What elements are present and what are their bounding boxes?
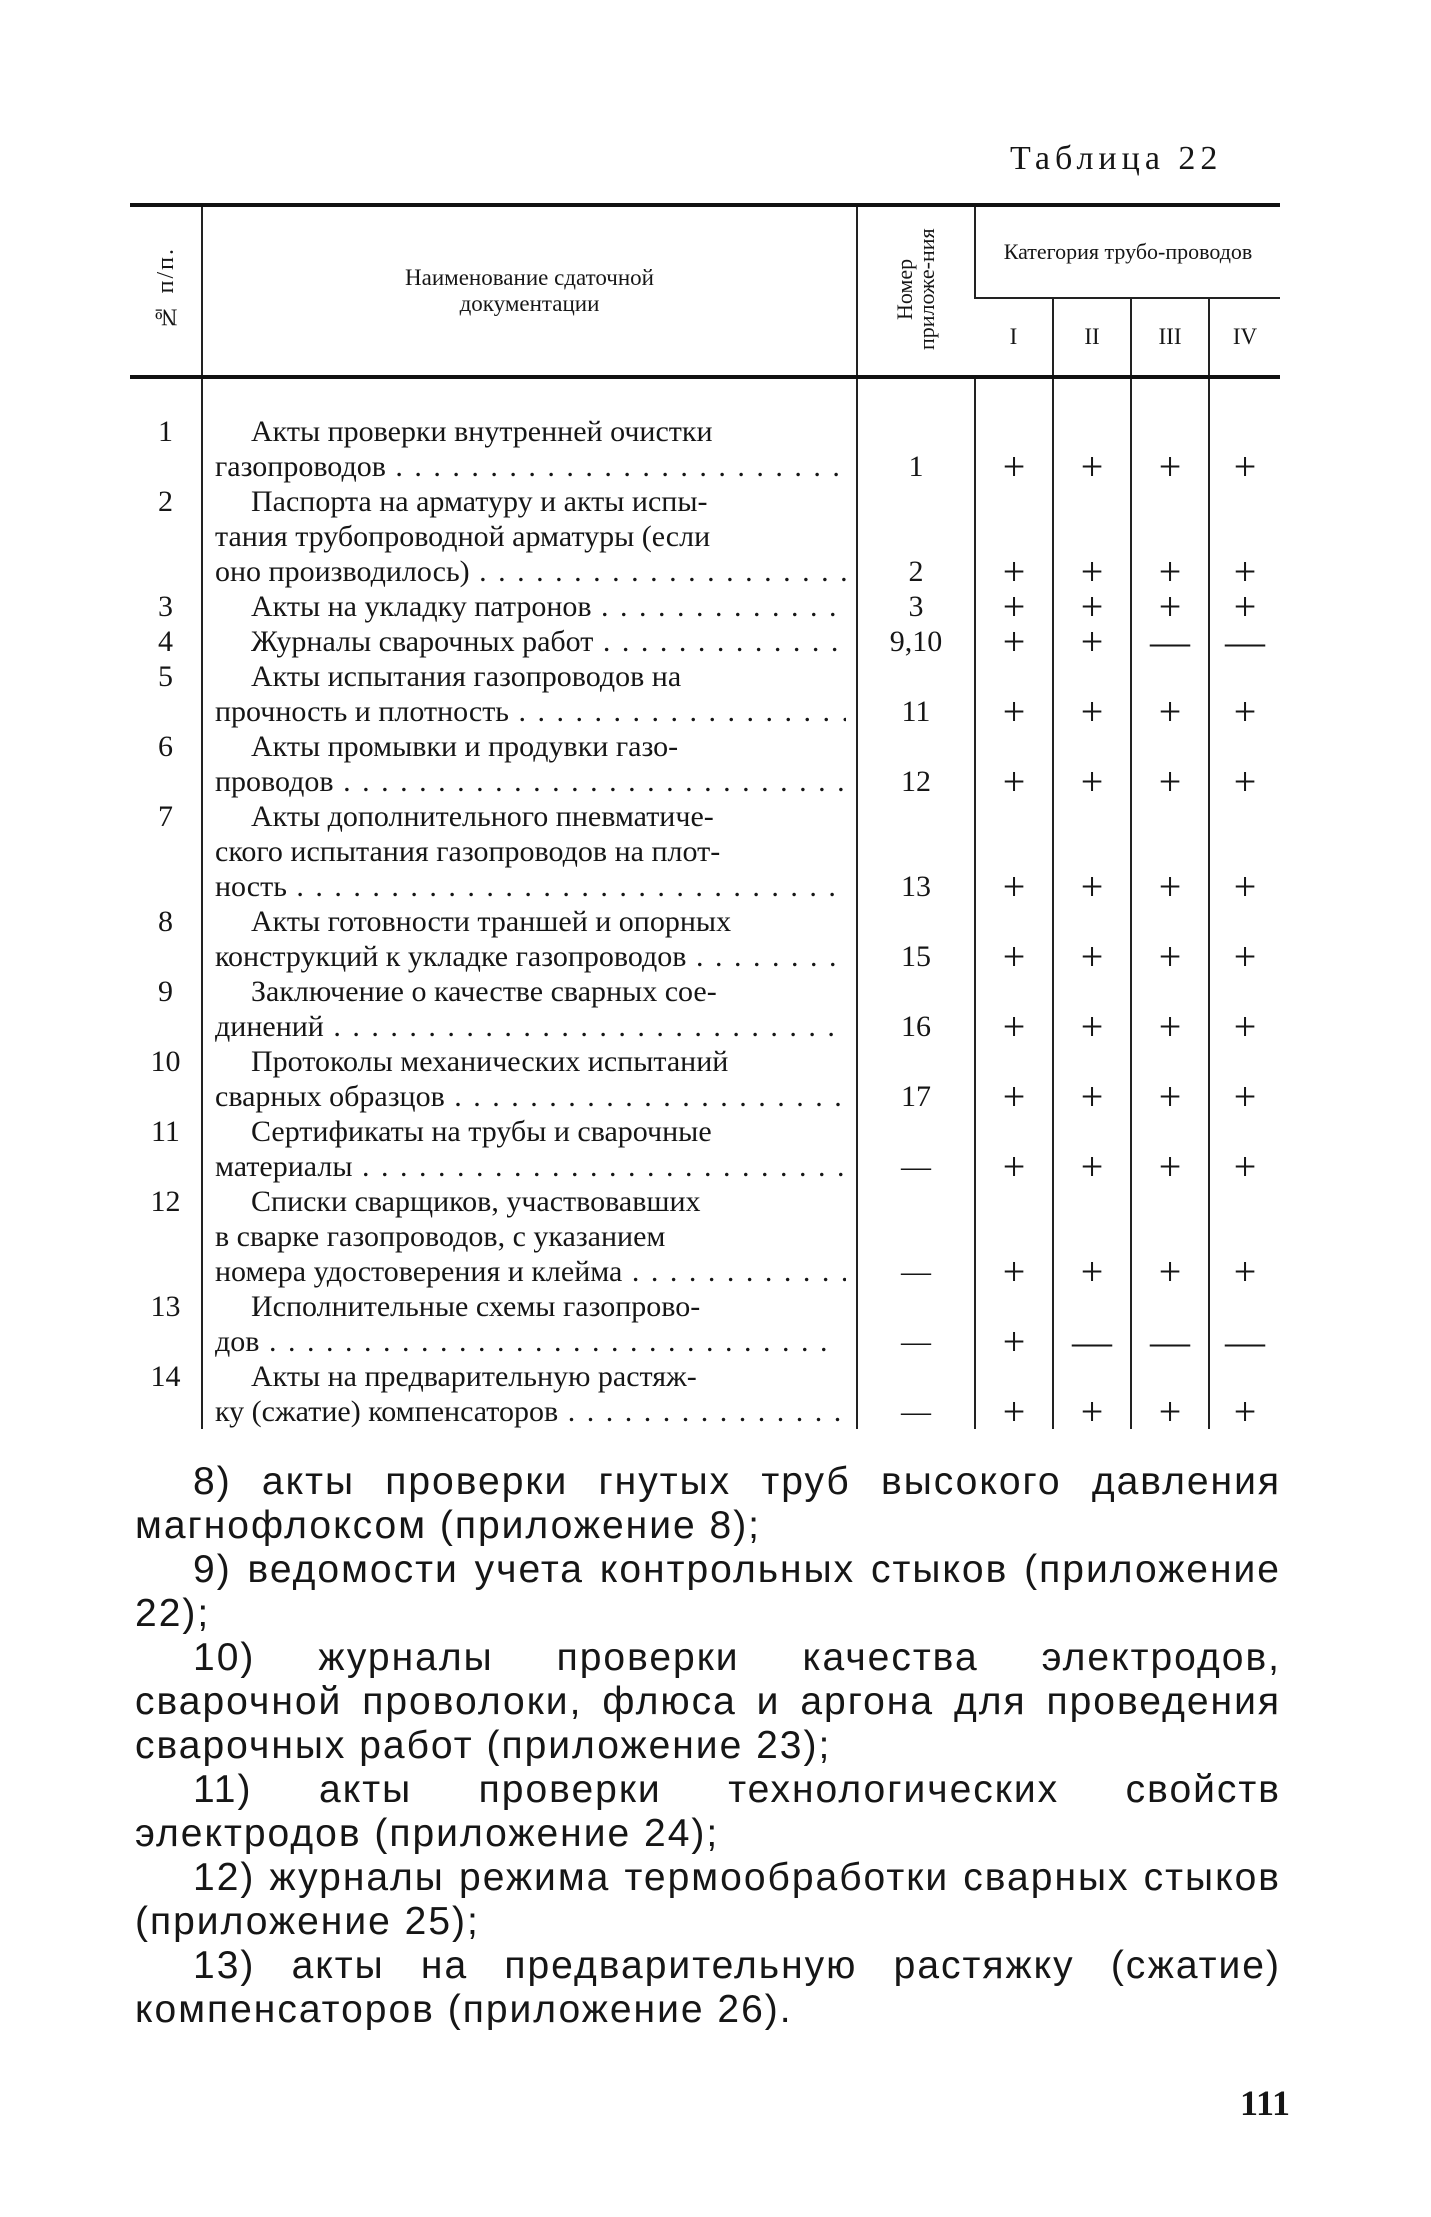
category-mark-4: — xyxy=(1209,624,1280,659)
category-mark-2: + xyxy=(1053,1359,1131,1429)
column-header-cat-4: IV xyxy=(1209,298,1280,377)
category-mark-2: + xyxy=(1053,624,1131,659)
category-mark-4: + xyxy=(1209,589,1280,624)
category-mark-2: + xyxy=(1053,974,1131,1044)
column-header-category: Категория трубо-проводов xyxy=(975,205,1280,298)
category-mark-4: + xyxy=(1209,484,1280,589)
appendix-number: 12 xyxy=(857,729,975,799)
paragraph: 13) акты на предварительную растяжку (сжатие) компенсаторов (приложение 26). xyxy=(135,1944,1281,2031)
category-mark-1: + xyxy=(975,659,1053,729)
body-text xyxy=(135,1460,1281,2032)
table-row xyxy=(130,1044,1280,1114)
category-mark-2: + xyxy=(1053,659,1131,729)
row-number: 11 xyxy=(151,1115,180,1148)
document-name xyxy=(202,1184,857,1289)
category-mark-2: + xyxy=(1053,1114,1131,1184)
document-name-line: оно производилось) . . . xyxy=(215,554,846,589)
appendix-number: — xyxy=(857,1114,975,1184)
document-name xyxy=(202,799,857,904)
appendix-number: — xyxy=(857,1184,975,1289)
category-mark-1: + xyxy=(975,799,1053,904)
row-number: 4 xyxy=(158,625,173,658)
document-name-line: Паспорта на арматуру и акты испы- xyxy=(251,485,708,518)
document-name-line: Акты готовности траншей и опорных xyxy=(251,905,732,938)
table-title: Таблица 22 xyxy=(1010,140,1223,177)
category-mark-2: + xyxy=(1053,1044,1131,1114)
document-name-line: Сертификаты на трубы и сварочные xyxy=(251,1115,712,1148)
appendix-number: 1 xyxy=(857,377,975,484)
category-mark-4: + xyxy=(1209,1184,1280,1289)
category-mark-1: + xyxy=(975,624,1053,659)
category-mark-1: + xyxy=(975,974,1053,1044)
column-header-cat-3: III xyxy=(1131,298,1209,377)
document-name-line: ского испытания газопроводов на плот- xyxy=(215,835,721,868)
category-mark-4: + xyxy=(1209,377,1280,484)
table-row xyxy=(130,904,1280,974)
appendix-number: 3 xyxy=(857,589,975,624)
category-mark-2: + xyxy=(1053,729,1131,799)
row-number: 6 xyxy=(158,730,173,763)
document-name-line: Акты дополнительного пневматиче- xyxy=(251,800,714,833)
document-name-line: Списки сварщиков, участвовавших xyxy=(251,1185,701,1218)
table-row xyxy=(130,589,1280,624)
document-name-line: Акты на предварительную растяж- xyxy=(251,1360,697,1393)
column-header-cat-1: I xyxy=(1009,324,1018,349)
appendix-number: 13 xyxy=(857,799,975,904)
category-mark-2: + xyxy=(1053,484,1131,589)
category-mark-4: + xyxy=(1209,659,1280,729)
category-mark-2: + xyxy=(1053,589,1131,624)
document-name-line: Протоколы механических испытаний xyxy=(251,1045,729,1078)
document-name-line: динений . . . xyxy=(215,1009,846,1044)
page-number: 111 xyxy=(1240,2083,1291,2123)
row-number: 14 xyxy=(150,1360,181,1393)
category-mark-3: — xyxy=(1131,624,1209,659)
document-name xyxy=(202,589,857,624)
appendix-number: 15 xyxy=(857,904,975,974)
row-number: 5 xyxy=(158,660,173,693)
category-mark-4: + xyxy=(1209,799,1280,904)
document-name-line: ность . . . xyxy=(215,869,846,904)
document-name-line: проводов . . . xyxy=(215,764,846,799)
category-mark-3: + xyxy=(1131,589,1209,624)
category-mark-4: — xyxy=(1209,1289,1280,1359)
document-name-line: прочность и плотность . . . xyxy=(215,694,846,729)
appendix-number: — xyxy=(857,1289,975,1359)
column-header-appendix: Номер приложе-ния xyxy=(857,205,975,377)
table-row xyxy=(130,1359,1280,1429)
table-row xyxy=(130,974,1280,1044)
appendix-number: 11 xyxy=(857,659,975,729)
document-name-line: газопроводов . . . xyxy=(215,449,846,484)
category-mark-3: + xyxy=(1131,729,1209,799)
document-name xyxy=(202,974,857,1044)
row-number: 13 xyxy=(150,1290,181,1323)
document-name xyxy=(202,1289,857,1359)
document-name-line: ку (сжатие) компенсаторов . . . xyxy=(215,1394,846,1429)
table-row xyxy=(130,1184,1280,1289)
category-mark-1: + xyxy=(975,1184,1053,1289)
document-name xyxy=(202,484,857,589)
category-mark-4: + xyxy=(1209,974,1280,1044)
category-mark-2: + xyxy=(1053,1184,1131,1289)
document-name xyxy=(202,659,857,729)
category-mark-1: + xyxy=(975,1114,1053,1184)
appendix-number: 9,10 xyxy=(857,624,975,659)
category-mark-2: + xyxy=(1053,377,1131,484)
category-mark-1: + xyxy=(975,484,1053,589)
paragraph: 10) журналы проверки качества электродов, сварочной проволоки, флюса и аргона для проведения сварочных работ (приложение 23); xyxy=(135,1636,1281,1767)
category-mark-2: + xyxy=(1053,904,1131,974)
document-name xyxy=(202,904,857,974)
row-number: 7 xyxy=(158,800,173,833)
row-number: 10 xyxy=(150,1045,181,1078)
document-name-line: в сварке газопроводов, с указанием xyxy=(215,1220,666,1253)
table-header xyxy=(130,205,1280,377)
category-mark-4: + xyxy=(1209,729,1280,799)
document-name-line: тания трубопроводной арматуры (если xyxy=(215,520,711,553)
category-mark-1: + xyxy=(975,589,1053,624)
category-mark-3: + xyxy=(1131,377,1209,484)
table-row xyxy=(130,1289,1280,1359)
row-number: 8 xyxy=(158,905,173,938)
category-mark-1: + xyxy=(975,1044,1053,1114)
category-mark-4: + xyxy=(1209,1359,1280,1429)
category-mark-4: + xyxy=(1209,1114,1280,1184)
category-mark-3: + xyxy=(1131,1359,1209,1429)
category-mark-1: + xyxy=(975,904,1053,974)
documentation-table xyxy=(130,203,1280,1434)
category-mark-1: + xyxy=(975,1289,1053,1359)
document-name-line: Акты промывки и продувки газо- xyxy=(251,730,679,763)
paragraph: 8) акты проверки гнутых труб высокого давления магнофлоксом (приложение 8); xyxy=(135,1460,1281,1547)
document-name xyxy=(202,1359,857,1429)
paragraph: 9) ведомости учета контрольных стыков (приложение 22); xyxy=(135,1548,1281,1635)
row-number: 12 xyxy=(150,1185,181,1218)
row-number: 2 xyxy=(158,485,173,518)
table-row xyxy=(130,659,1280,729)
document-name-line: Исполнительные схемы газопрово- xyxy=(251,1290,701,1323)
category-mark-2: + xyxy=(1053,799,1131,904)
document-name xyxy=(202,729,857,799)
category-mark-1: + xyxy=(975,729,1053,799)
category-mark-3: + xyxy=(1131,1044,1209,1114)
document-name-line: Акты испытания газопроводов на xyxy=(251,660,682,693)
category-mark-3: + xyxy=(1131,799,1209,904)
table-body xyxy=(130,377,1280,1434)
document-name xyxy=(202,624,857,659)
paragraph: 11) акты проверки технологических свойств электродов (приложение 24); xyxy=(135,1768,1281,1855)
category-mark-3: — xyxy=(1131,1289,1209,1359)
appendix-number: 2 xyxy=(857,484,975,589)
document-name-line: сварных образцов . . . xyxy=(215,1079,846,1114)
category-mark-1: + xyxy=(975,377,1053,484)
category-mark-3: + xyxy=(1131,484,1209,589)
row-number: 1 xyxy=(158,415,173,448)
category-mark-2: — xyxy=(1053,1289,1131,1359)
category-mark-1: + xyxy=(975,1359,1053,1429)
document-name-line: номера удостоверения и клейма . . . xyxy=(215,1254,846,1289)
category-mark-4: + xyxy=(1209,1044,1280,1114)
document-name xyxy=(202,1044,857,1114)
category-mark-4: + xyxy=(1209,904,1280,974)
category-mark-3: + xyxy=(1131,1114,1209,1184)
document-name xyxy=(202,1114,857,1184)
category-mark-3: + xyxy=(1131,1184,1209,1289)
row-number: 3 xyxy=(158,590,173,623)
row-number: 9 xyxy=(158,975,173,1008)
table-row xyxy=(130,484,1280,589)
document-name-line: Заключение о качестве сварных сое- xyxy=(251,975,717,1008)
document-name-line: Журналы сварочных работ . . . xyxy=(215,624,846,659)
document-name-line: дов . . . xyxy=(215,1324,846,1359)
column-header-num: № п/п. xyxy=(152,247,179,330)
column-header-cat-2: II xyxy=(1053,298,1131,377)
appendix-number: 16 xyxy=(857,974,975,1044)
category-mark-3: + xyxy=(1131,904,1209,974)
document-name xyxy=(202,377,857,484)
table-row xyxy=(130,799,1280,904)
document-name-line: материалы . . . xyxy=(215,1149,846,1184)
column-header-name: Наименование сдаточной документации xyxy=(202,205,857,377)
document-name-line: Акты проверки внутренней очистки xyxy=(251,415,713,448)
table-row xyxy=(130,1114,1280,1184)
category-mark-3: + xyxy=(1131,974,1209,1044)
appendix-number: — xyxy=(857,1359,975,1429)
category-mark-3: + xyxy=(1131,659,1209,729)
table-row xyxy=(130,377,1280,484)
appendix-number: 17 xyxy=(857,1044,975,1114)
document-name-line: конструкций к укладке газопроводов . . . xyxy=(215,939,846,974)
table-row xyxy=(130,624,1280,659)
table-row xyxy=(130,729,1280,799)
document-name-line: Акты на укладку патронов . . . xyxy=(215,589,846,624)
paragraph: 12) журналы режима термообработки сварных стыков (приложение 25); xyxy=(135,1856,1281,1943)
